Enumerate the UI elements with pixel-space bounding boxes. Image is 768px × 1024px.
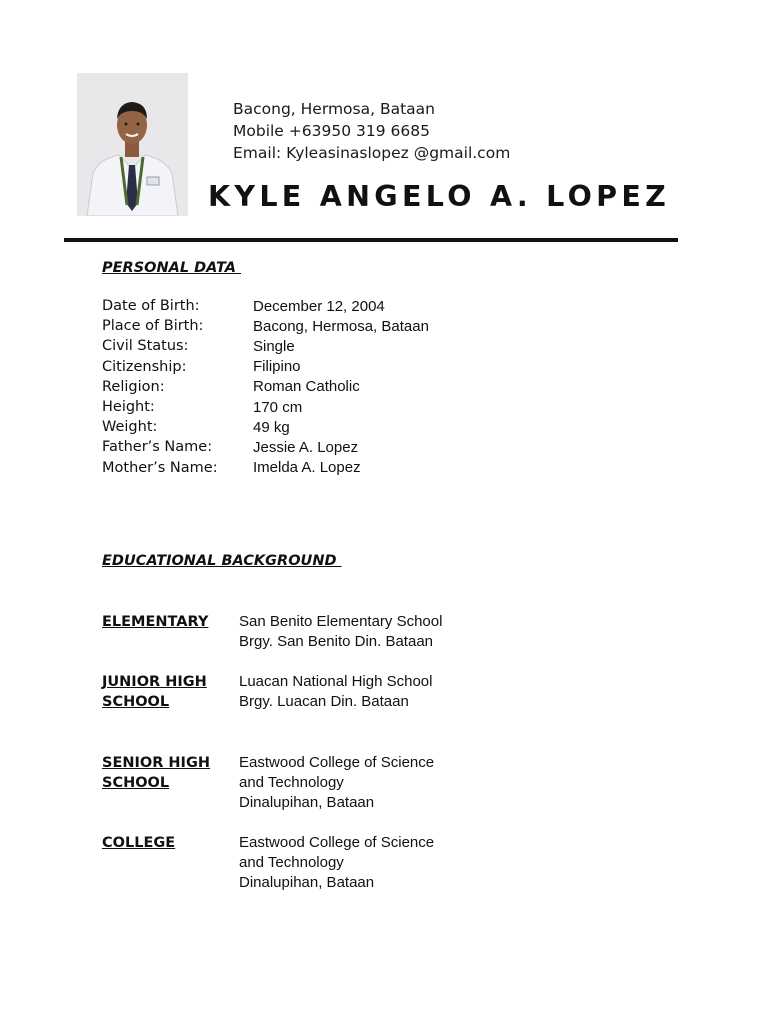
education-level-junior-high: JUNIOR HIGH SCHOOL (102, 674, 207, 710)
education-heading: EDUCATIONAL BACKGROUND (102, 553, 342, 569)
contact-block (233, 98, 510, 164)
field-value: 49 kg (253, 418, 290, 436)
school-line: Eastwood College of Science (239, 754, 435, 771)
personal-row-mother (102, 458, 522, 478)
education-level-senior-high: SENIOR HIGH SCHOOL (102, 755, 210, 791)
personal-row-father (102, 437, 522, 457)
field-label: Place of Birth: (102, 318, 204, 335)
education-level-college: COLLEGE (102, 835, 176, 851)
school-line: Dinalupihan, Bataan (239, 874, 375, 891)
field-value: Bacong, Hermosa, Bataan (253, 317, 429, 335)
school-line: and Technology (239, 854, 344, 871)
school-line: Dinalupihan, Bataan (239, 794, 375, 811)
email-text: Email: Kyleasinaslopez @gmail.com (233, 144, 511, 162)
personal-row-civil-status (102, 336, 522, 356)
school-line: Brgy. San Benito Din. Bataan (239, 633, 434, 650)
field-value: Filipino (253, 358, 301, 376)
field-value: December 12, 2004 (253, 297, 385, 315)
personal-row-birth-date (102, 296, 522, 316)
address-text: Bacong, Hermosa, Bataan (233, 100, 435, 118)
field-label: Civil Status: (102, 338, 189, 355)
field-label: Date of Birth: (102, 298, 200, 315)
field-label: Mother’s Name: (102, 459, 218, 476)
personal-row-religion (102, 377, 522, 397)
personal-data-table (102, 296, 522, 478)
personal-row-weight (102, 417, 522, 437)
field-value: Single (253, 337, 295, 355)
profile-photo (77, 73, 188, 216)
field-label: Citizenship: (102, 358, 187, 375)
field-value: Jessie A. Lopez (253, 438, 359, 456)
education-level-elementary: ELEMENTARY (102, 614, 209, 630)
personal-row-citizenship (102, 357, 522, 377)
field-value: Roman Catholic (253, 378, 360, 396)
school-line: and Technology (239, 774, 344, 791)
field-value: 170 cm (253, 398, 303, 416)
education-school-college (239, 833, 539, 893)
field-label: Religion: (102, 378, 165, 395)
personal-row-birth-place (102, 316, 522, 336)
school-line: Luacan National High School (239, 673, 433, 690)
field-label: Height: (102, 399, 155, 416)
personal-row-height (102, 397, 522, 417)
full-name-heading: KYLE ANGELO A. LOPEZ (208, 180, 671, 213)
header-divider (64, 238, 678, 242)
school-line: San Benito Elementary School (239, 613, 443, 630)
field-value: Imelda A. Lopez (253, 459, 361, 477)
person-portrait-icon (77, 73, 188, 216)
school-line: Eastwood College of Science (239, 834, 435, 851)
education-school-elementary (239, 612, 539, 652)
education-school-junior-high (239, 672, 539, 712)
field-label: Weight: (102, 419, 158, 436)
personal-data-heading: PERSONAL DATA (102, 260, 242, 276)
education-school-senior-high (239, 753, 539, 813)
mobile-text: Mobile +63950 319 6685 (233, 122, 430, 140)
field-label: Father’s Name: (102, 439, 213, 456)
school-line: Brgy. Luacan Din. Bataan (239, 693, 409, 710)
